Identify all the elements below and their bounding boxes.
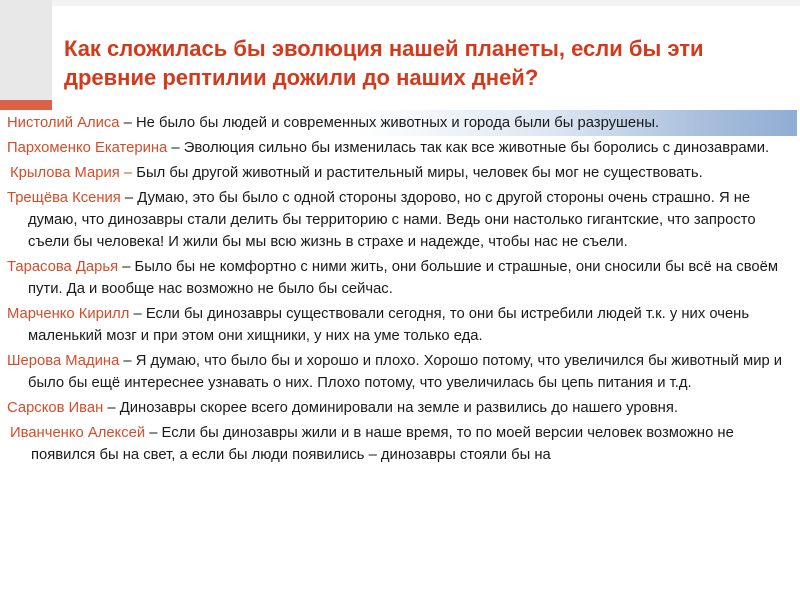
answer-item (7, 397, 797, 419)
student-name: Тарасова Дарья (7, 259, 119, 275)
student-name: Крылова Мария – (10, 165, 133, 181)
answer-text: – Я думаю, что было бы и хорошо и плохо. Хорошо потому, что увеличился бы животный мир и было бы ещё интереснее узнавать о них. Плохо потому, что увеличилась бы цепь питания и т.д. (28, 353, 783, 391)
answer-text: – Думаю, это бы было с одной стороны здорово, но с другой стороны очень страшно. Я не думаю, что динозавры стали делить бы территорию с нами. Ведь они настолько гигантские, что запросто съели бы человека! И жили бы мы всю жизнь в страхе и надежде, чтобы нас не съели. (28, 190, 756, 250)
top-decor-bar (0, 0, 800, 6)
answer-text: – Если бы динозавры жили и в наше время, то по моей версии человек возможно не появился бы на свет, а если бы люди появились – динозавры стояли бы на (31, 425, 734, 463)
answer-item (7, 256, 797, 300)
student-name: Пархоменко Екатерина (7, 140, 168, 156)
answer-text: Был бы другой животный и растительный миры, человек бы мог не существовать. (132, 165, 703, 181)
answer-item (7, 162, 797, 184)
answer-item (7, 112, 797, 134)
student-name: Иванченко Алексей (10, 425, 146, 441)
student-name: Марченко Кирилл (7, 306, 130, 322)
answer-item (7, 422, 797, 466)
left-decor-light-segment (0, 0, 52, 100)
answers-list (7, 112, 797, 469)
answer-text: – Динозавры скорее всего доминировали на земле и развились до нашего уровня. (103, 400, 678, 416)
answer-text: – Было бы не комфортно с ними жить, они большие и страшные, они сносили бы всё на своём пути. Да и вообще нас возможно не было бы сейчас. (28, 259, 779, 297)
slide-title: Как сложилась бы эволюция нашей планеты, если бы эти древние рептилии дожили до наших дней? (64, 36, 704, 90)
answer-text: – Если бы динозавры существовали сегодня, то они бы истребили людей т.к. у них очень маленький мозг и при этом они хищники, у них на уме только еда. (28, 306, 750, 344)
answer-text: – Не было бы людей и современных животных и города были бы разрушены. (119, 115, 660, 131)
answer-item (7, 303, 797, 347)
answer-text: – Эволюция сильно бы изменилась так как все животные бы боролись с динозаврами. (167, 140, 770, 156)
answer-item (7, 350, 797, 394)
answer-item (7, 137, 797, 159)
answer-item (7, 187, 797, 253)
student-name: Сарсков Иван (7, 400, 104, 416)
student-name: Трещёва Ксения (7, 190, 121, 206)
student-name: Шерова Мадина (7, 353, 120, 369)
student-name: Нистолий Алиса (7, 115, 120, 131)
